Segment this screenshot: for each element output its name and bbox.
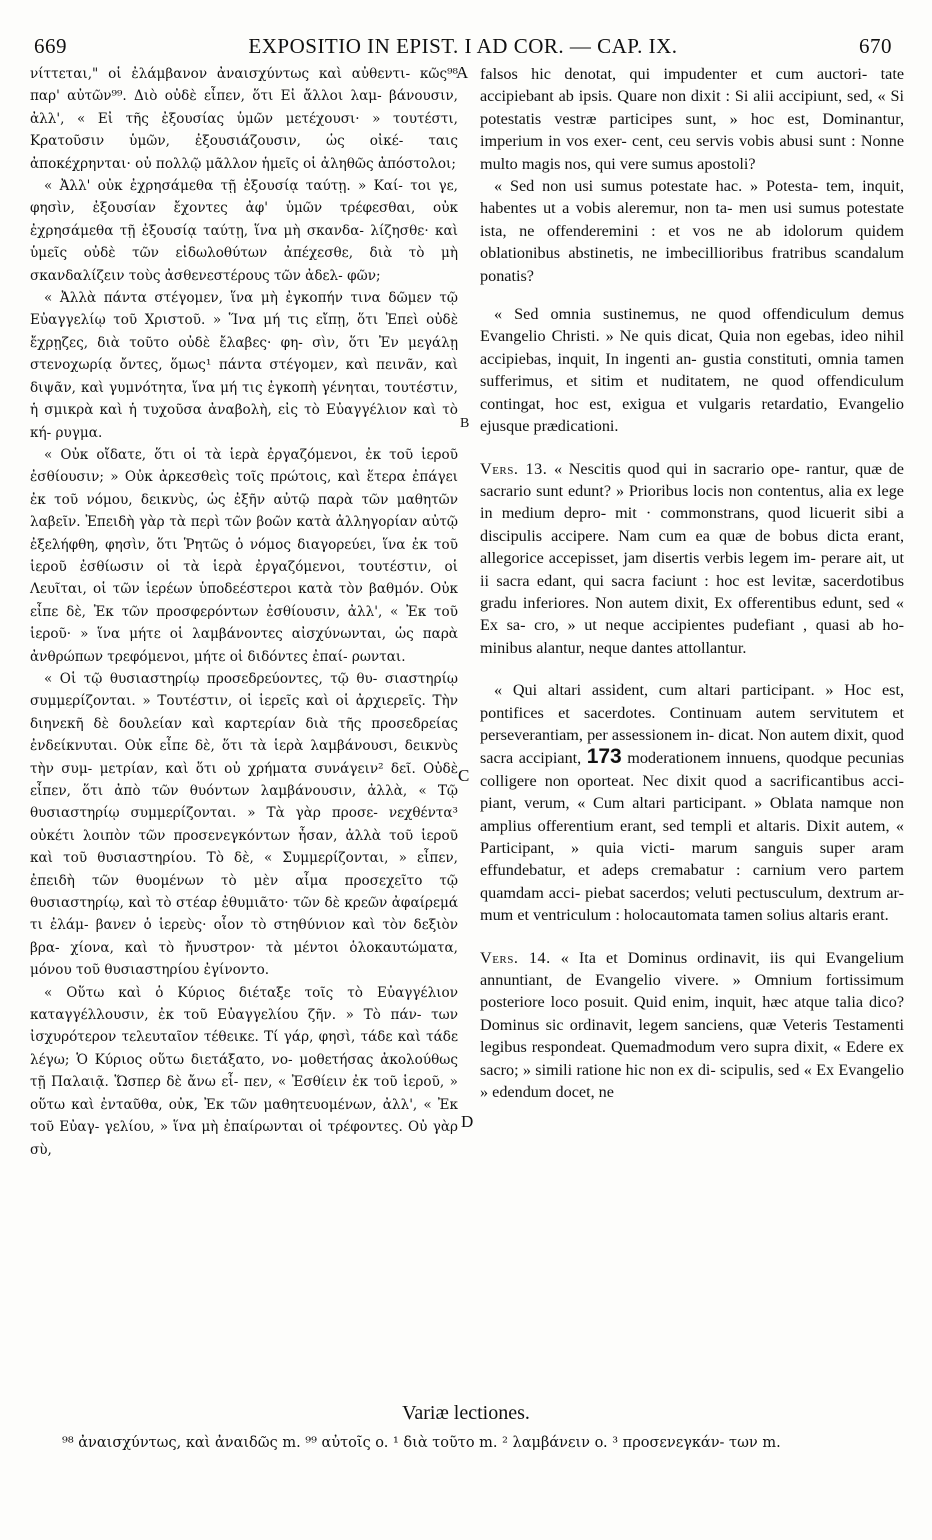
- verse-label: Vers. 14.: [480, 948, 551, 967]
- variae-lectiones-heading: Variæ lectiones.: [402, 1402, 530, 1424]
- margin-marker-d: D: [461, 1112, 474, 1131]
- latin-paragraph-vers13: [480, 458, 904, 660]
- greek-paragraph: « Οἱ τῷ θυσιαστηρίῳ προσεδρεύοντες, τῷ θυ- σιαστηρίῳ συμμερίζονται. » Τουτέστιν, οἱ ἱερεῖς καὶ οἱ ἀρχιερεῖς. Τὴν διηνεκῆ δὲ δουλείαν καὶ καρτερίαν διὰ τῆς προσεδρείας ἐνδείκνυται. Οὐκ εἶπε δὲ, ὅτι τὰ ἱερὰ λαμβάνουσι, δεικνὺς τὴν συμ- μετρίαν, καὶ ὅτι οὐ χρήματα συνάγειν² δεῖ. Οὐδὲ εἶπεν, ὅτι ἀπὸ τῶν θυόντων λαμβάνουσιν, ἀλλὰ, « Τῷ θυσιαστηρίῳ συμμερίζονται. » Τὰ γὰρ προσε- νεχθέντα³ οὐκέτι λοιπὸν τῶν προσενεγκόντων ἦσαν, ἀλλὰ τοῦ ἱεροῦ καὶ τοῦ θυσιαστηρίου. Τὸ δὲ, « Συμμερίζονται, » εἶπεν, ἐπειδὴ τῶν θυομένων τὸ μὲν αἷμα προσεχεῖτο τῷ θυσιαστηρίῳ, καὶ τὸ στέαρ ἐθυμιᾶτο· τῶν δὲ κρεῶν ἀφαίρεμά τι ἐλάμ- βανεν ὁ ἱερεὺς· οἷον τὸ στηθύνιον καὶ τὸν δεξιὸν βρα- χίονα, καὶ τὸ ἤνυστρον· τὰ μέντοι ὁλοκαυτώματα, μόνου τοῦ θυσιαστηρίου ἐγίνοντο.: [30, 670, 458, 979]
- verse-label: Vers. 13.: [480, 459, 548, 478]
- column-number: 173: [586, 745, 622, 769]
- page-number-left: 669: [34, 34, 67, 58]
- margin-marker-a: A: [456, 63, 469, 82]
- latin-column: [480, 63, 904, 1103]
- latin-paragraph-text: « Qui altari assident, cum altari participant. » Hoc est, pontifices et sacerdotes. Continuam autem servitutem et perseverantiam, per assessionem in- dicat. Non autem dixit, quod sacra accipiant,: [480, 681, 904, 768]
- page-number-right: 670: [859, 34, 892, 58]
- margin-marker-c: C: [458, 766, 470, 785]
- greek-paragraph: « Οὐκ οἴδατε, ὅτι οἱ τὰ ἱερὰ ἐργαζόμενοι, ἐκ τοῦ ἱεροῦ ἐσθίουσιν; » Οὐκ ἀρκεσθεὶς τοῖς πρώτοις, καὶ ἕτερα ἐπάγει ἐκ τοῦ νόμου, δεικνὺς, ὡς ἐξῆν αὐτῷ παρὰ τῶν μαθητῶν λαβεῖν. Ἐπειδὴ γὰρ τὰ περὶ τῶν βοῶν κατὰ ἀλληγορίαν αὐτῷ ἐξελήφθη, φησὶν, ὅτι Ῥητῶς ὁ νόμος διαγορεύει, ἵνα ἐκ τοῦ ἱεροῦ ἐσθίωσιν οἱ τὰ ἱερὰ ἐργαζόμενοι, τουτέστιν, οἱ Λευῖται, οἱ τῶν ἱερέων ὑποδεέστεροι κατὰ τὸν βαθμόν. Οὐκ εἶπε δὲ, Ἐκ τῶν προσφερόντων ἐσθίουσιν, ἀλλ', « Ἐκ τοῦ ἱεροῦ· » ἵνα μήτε οἱ λαμβάνοντες αἰσχύνωνται, ὡς παρὰ ἀνθρώπων τρεφόμενοι, μήτε οἱ διδόντες ἐπαί- ρωνται.: [30, 446, 458, 665]
- latin-paragraph: « Sed omnia sustinemus, ne quod offendiculum demus Evangelio Christi. » Ne quis dicat, Quia non egebas, ideo nihil accipiebas, inquit, In ingenti an- gustia constituti, omnia tamen sufferimus, et sitim et nuditatem, ne quod offendiculum contingat, hoc est, exigua et vulgaris retardatio, Evangelio ejusque prædicationi.: [480, 305, 904, 436]
- greek-paragraph: « Ἀλλ' οὐκ ἐχρησάμεθα τῇ ἐξουσίᾳ ταύτῃ. » Καί- τοι γε, φησὶν, ἐξουσίαν ἔχοντες ἀφ' ὑμῶν τρέφεσθαι, οὐκ ἐχρησάμεθα τῇ ἐξουσίᾳ ταύτῃ, ἵνα μὴ σκανδα- λίζησθε· καὶ ὑμεῖς οὐδὲ τῶν εἰδωλοθύτων ἀπέχεσθε, διὰ τὸ μὴ σκανδαλίζειν τοὺς ἀσθενεστέρους τῶν ἀδελ- φῶν;: [30, 178, 458, 284]
- latin-paragraph: falsos hic denotat, qui impudenter et cum auctori- tate accipiebant ab ipsis. Quare non dixit : Si alii accipiunt, sed, « Si potestatis vestræ participes sunt, » hoc est, Dominantur, imperium in vos exer- cent, ceu servis vobis abusi sunt : Nonne multo magis nos, qui vere sumus apostoli?: [480, 65, 904, 173]
- latin-paragraph-text: moderationem innuens, quodque pecunias colligere non oporteat. Nec dixit quod a sacrificantibus acci- piant, verum, « Cum altari participant. » Oblata namque non amplius offerentium erant, sed templi et altaris. Dixit autem, « Participant, » quia victi- marum sanguis super aram effundebatur, et adeps cremabatur : carnium vero partem quamdam acci- piebat sacerdos; veluti pectusculum, dextrum ar- mum et ventriculum : holocautomata tamen solius altaris erant.: [480, 749, 905, 925]
- variant-readings: ⁹⁸ ἀναισχύντως, καὶ ἀναιδῶς m. ⁹⁹ αὐτοῖς o. ¹ διὰ τοῦτο m. ² λαμβάνειν o. ³ προσενεγκάν- των m.: [62, 1435, 781, 1451]
- margin-marker-b: B: [460, 416, 470, 431]
- latin-paragraph-vers14: [480, 947, 904, 1104]
- running-title: EXPOSITIO IN EPIST. I AD COR. — CAP. IX.: [248, 34, 678, 58]
- latin-paragraph-text: « Ita et Dominus ordinavit, iis qui Evangelium annuntiant, de Evangelio vivere. » Omnium fortissimum posteriore loco posuit. Quid enim, inquit, hæc atque talia dico? Dominus sic ordinavit, legem sanciens, quæ Veteris Testamenti legibus respondeat. Quemadmodum vero supra dixit, « Edere ex sacro; » simili ratione hic non ex di- scipulis, sed « Ex Evangelio » edendum docet, ne: [480, 948, 905, 1102]
- greek-paragraph: νίττεται," οἱ ἐλάμβανον ἀναισχύντως καὶ αὐθεντι- κῶς⁹⁸ παρ' αὐτῶν⁹⁹. Διὸ οὐδὲ εἶπεν, ὅτι Εἰ ἄλλοι λαμ- βάνουσιν, ἀλλ', « Εἰ τῆς ἐξουσίας ὑμῶν μετέχουσι· » τουτέστι, Κρατοῦσιν ὑμῶν, ἐξουσιάζουσιν, ὡς οἰκέ- ταις ἀποκέχρηνται· οὐ πολλῷ μᾶλλον ἡμεῖς οἱ ἀληθῶς ἀπόστολοι;: [30, 66, 458, 172]
- running-header: [34, 30, 892, 64]
- latin-paragraph: [480, 679, 904, 926]
- greek-paragraph: « Ἀλλὰ πάντα στέγομεν, ἵνα μὴ ἐγκοπήν τινα δῶμεν τῷ Εὐαγγελίῳ τοῦ Χριστοῦ. » Ἵνα μή τις εἴπῃ, ὅτι Ἐπεὶ οὐδὲ ἔχρῃζες, διὰ τοῦτο οὐδὲ ἔλαβες· φη- σὶν, ὅτι Ἐν μεγάλῃ στενοχωρίᾳ ὄντες, ὅμως¹ πάντα στέγομεν, καὶ πεινᾶν, καὶ διψᾶν, καὶ γυμνότητα, ἵνα μή τις ἐγκοπὴ γένηται, τουτέστιν, ἡ σμικρὰ καὶ ἡ τυχοῦσα ἀναβολὴ, εἰς τὸ Εὐαγγέλιον καὶ τὸ κή- ρυγμα.: [30, 290, 458, 441]
- latin-paragraph-text: « Nescitis quod qui in sacrario ope- rantur, quæ de sacrario sunt edunt? » Prioribus locis non contentus, alia ex lege in medium depro- mit · commonstrans, quod licuerit sibi a discipulis accipere. Nam cum ea quæ de bobus dicta erant, allegorice accepisset, jam disertis verbis legem im- perare ait, ut ii sacra edant, qui sacra faciunt : hoc est levitæ, sacerdotibus gradu inferiores. Non autem dixit, Ex offerentibus edunt, sed « Ex sa- cro, » ut neque accipientes pudefiant , quasi ab ho- minibus alantur, neque dantes attollantur.: [480, 459, 904, 657]
- greek-column: [30, 63, 458, 1161]
- latin-paragraph: « Sed non usi sumus potestate hac. » Potesta- tem, inquit, habentes ut a vobis aleremur, non ta- men usi sumus potestate ista, ne offenderemini : et vos ne ab idolorum quidem oblationibus abstinetis, ne imbecillioribus fratribus scandalum ponatis?: [480, 177, 904, 285]
- greek-paragraph: « Οὕτω καὶ ὁ Κύριος διέταξε τοῖς τὸ Εὐαγγέλιον καταγγέλλουσιν, ἐκ τοῦ Εὐαγγελίου ζῆν. » Τὸ πάν- των ἰσχυρότερον τελευταῖον τέθεικε. Τί γάρ, φησὶ, τάδε καὶ τάδε λέγω; Ὁ Κύριος οὕτω διετάξατο, νο- μοθετήσας ἀκολούθως τῇ Παλαιᾷ. Ὥσπερ δὲ ἄνω εἶ- πεν, « Ἐσθίειν ἐκ τοῦ ἱεροῦ, » οὕτω καὶ ἐνταῦθα, οὐκ, Ἐκ τῶν μαθητευομένων, ἀλλ', « Ἐκ τοῦ Εὐαγ- γελίου, » ἵνα μὴ ἐπαίρωνται οἱ τρέφοντες. Οὐ γὰρ σὺ,: [30, 984, 458, 1158]
